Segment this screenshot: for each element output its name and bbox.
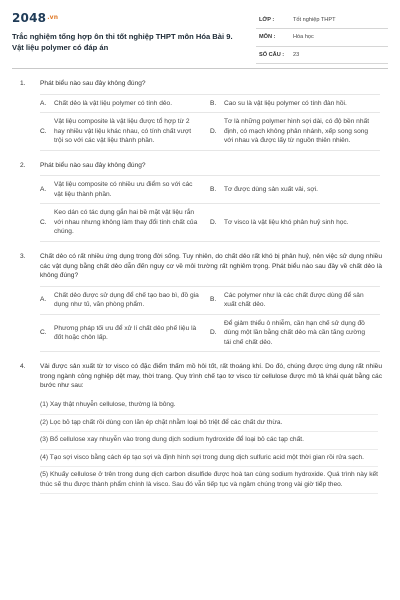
question-stem [12, 161, 388, 171]
process-step: (4) Tạo sợi visco bằng cách ép tạo sợi và định hình sợi trong dung dịch sulfuric acid một thời gian rồi rửa sạch. [40, 450, 378, 468]
option-d[interactable] [210, 204, 380, 241]
process-step: (1) Xay thật nhuyễn cellulose, thường là bông. [40, 397, 378, 415]
meta-value: Hóa học [290, 29, 388, 46]
options-grid [40, 175, 380, 242]
question-4 [12, 362, 388, 494]
meta-row-count [256, 46, 388, 63]
option-letter: C. [40, 329, 47, 337]
meta-value: Tốt nghiệp THPT [290, 12, 388, 29]
option-text: Tơ là những polymer hình sợi dài, có độ bền nhất định, có mạch không phân nhánh, xếp song song với nhau và được lấy từ nguồn thiên nhiên. [224, 118, 370, 145]
process-step: (2) Lọc bỏ tạp chất rồi dùng con lăn ép chặt nhằm loại bỏ triệt để các chất dư thừa. [40, 415, 378, 433]
question-2 [12, 161, 388, 242]
option-row [40, 203, 380, 242]
meta-row-subject [256, 29, 388, 46]
option-a[interactable] [40, 287, 210, 314]
question-3 [12, 252, 388, 352]
option-row [40, 112, 380, 151]
logo-main: 2048 [12, 11, 47, 25]
option-letter: C. [40, 127, 47, 135]
meta-label: SỐ CÂU : [256, 46, 290, 63]
option-a[interactable] [40, 95, 210, 113]
option-letter: B. [210, 186, 217, 194]
question-number: 1. [20, 80, 26, 87]
process-steps [40, 397, 378, 494]
option-text: Các polymer như là các chất được dùng để sản xuất chất dẻo. [224, 291, 364, 309]
option-letter: D. [210, 329, 217, 337]
option-row [40, 175, 380, 203]
question-1 [12, 79, 388, 151]
option-text: Tơ được dùng sản xuất vải, sợi. [224, 186, 318, 194]
option-text: Chất dẻo được sử dụng để chế tạo bao bì, đồ gia dụng như tủ, văn phòng phẩm. [54, 291, 199, 309]
option-letter: B. [210, 99, 217, 107]
option-text: Tơ visco là vật liệu khó phân huỷ sinh học. [224, 218, 349, 226]
option-c[interactable] [40, 204, 210, 241]
option-text: Cao su là vật liệu polymer có tính đàn hồi. [224, 99, 347, 107]
option-a[interactable] [40, 176, 210, 203]
header-divider [12, 68, 388, 69]
question-number: 4. [20, 363, 26, 371]
option-b[interactable] [210, 287, 380, 314]
option-letter: A. [40, 186, 47, 194]
option-row [40, 314, 380, 353]
process-step: (3) Bổ cellulose xay nhuyễn vào trong dung dịch sodium hydroxide để loại bỏ các tạp chất. [40, 432, 378, 450]
option-text: Để giảm thiểu ô nhiễm, cần hạn chế sử dụng đồ dùng một lần bằng chất dẻo mà cần tăng cường tái chế chất dẻo. [224, 319, 366, 346]
option-text: Keo dán có tác dụng gắn hai bề mặt vật liệu rắn với nhau nhưng không làm thay đổi tính chất của chúng. [54, 209, 198, 236]
question-stem [12, 252, 388, 281]
option-letter: C. [40, 218, 47, 226]
option-b[interactable] [210, 176, 380, 203]
option-c[interactable] [40, 113, 210, 150]
logo-sub: .vn [47, 14, 59, 22]
options-grid [40, 94, 380, 151]
document-header [12, 6, 388, 64]
document-title: Trắc nghiệm tổng hợp ôn thi tốt nghiệp THPT môn Hóa Bài 9. Vật liệu polymer có đáp án [12, 32, 233, 52]
option-text: Vật liệu composite là vật liệu được tổ hợp từ 2 hay nhiều vật liệu khác nhau, có tính chất vượt trội so với các vật liệu thành phần. [54, 118, 192, 145]
meta-value: 23 [290, 46, 388, 63]
option-text: Chất dẻo là vật liệu polymer có tính dẻo. [54, 99, 173, 107]
meta-label: LỚP : [256, 12, 290, 29]
question-text: Chất dẻo có rất nhiều ứng dụng trong đời sống. Tuy nhiên, do chất dẻo rất khó bị phân huỷ, nên việc sử dụng nhiều các vật dụng bằng chất dẻo dẫn đến nguy cơ về môi trường rất nghiêm trọng. Phát biểu nào sau đây về chất dẻo là không đúng? [40, 253, 382, 280]
option-letter: A. [40, 296, 47, 304]
option-text: Vật liệu composite có nhiều ưu điểm so với các vật liệu thành phần. [54, 181, 193, 198]
option-letter: A. [40, 99, 47, 107]
option-letter: B. [210, 296, 217, 304]
question-text: Phát biểu nào sau đây không đúng? [40, 80, 146, 87]
header-left [12, 6, 242, 64]
question-text: Vải được sản xuất từ tơ visco có đặc điểm thấm mồ hôi tốt, rất thoáng khí. Do đó, chúng được ứng dụng rất nhiều trong ngành công nghiệp dệt may, thời trang. Quy trình chế tạo tơ visco từ cellulose được mô tả khái quát bằng các bước như sau: [40, 363, 382, 390]
option-row [40, 286, 380, 314]
option-letter: D. [210, 218, 217, 226]
option-b[interactable] [210, 95, 380, 113]
site-logo[interactable] [12, 10, 242, 27]
question-stem [12, 362, 388, 391]
question-stem [12, 79, 388, 89]
question-number: 2. [20, 161, 26, 169]
option-text: Phương pháp tối ưu để xử lí chất dẻo phế liệu là đốt hoặc chôn lấp. [54, 324, 197, 342]
meta-row-class [256, 12, 388, 29]
process-step: (5) Khuấy cellulose ở trên trong dung dịch carbon disulfide được hoà tan cùng sodium hydroxide. Quá trình này kết thúc sẽ thu được thành phẩm chính là visco. Sau đó vẫn tiếp tục và ngâm chúng trong vài giờ tiếp theo. [40, 467, 378, 494]
option-d[interactable] [210, 315, 380, 352]
option-row [40, 94, 380, 113]
question-number: 3. [20, 253, 26, 261]
option-c[interactable] [40, 315, 210, 352]
meta-table [256, 12, 388, 64]
meta-label: MÔN : [256, 29, 290, 46]
option-letter: D. [210, 127, 217, 135]
question-text: Phát biểu nào sau đây không đúng? [40, 161, 146, 169]
options-grid [40, 286, 380, 353]
option-d[interactable] [210, 113, 380, 150]
